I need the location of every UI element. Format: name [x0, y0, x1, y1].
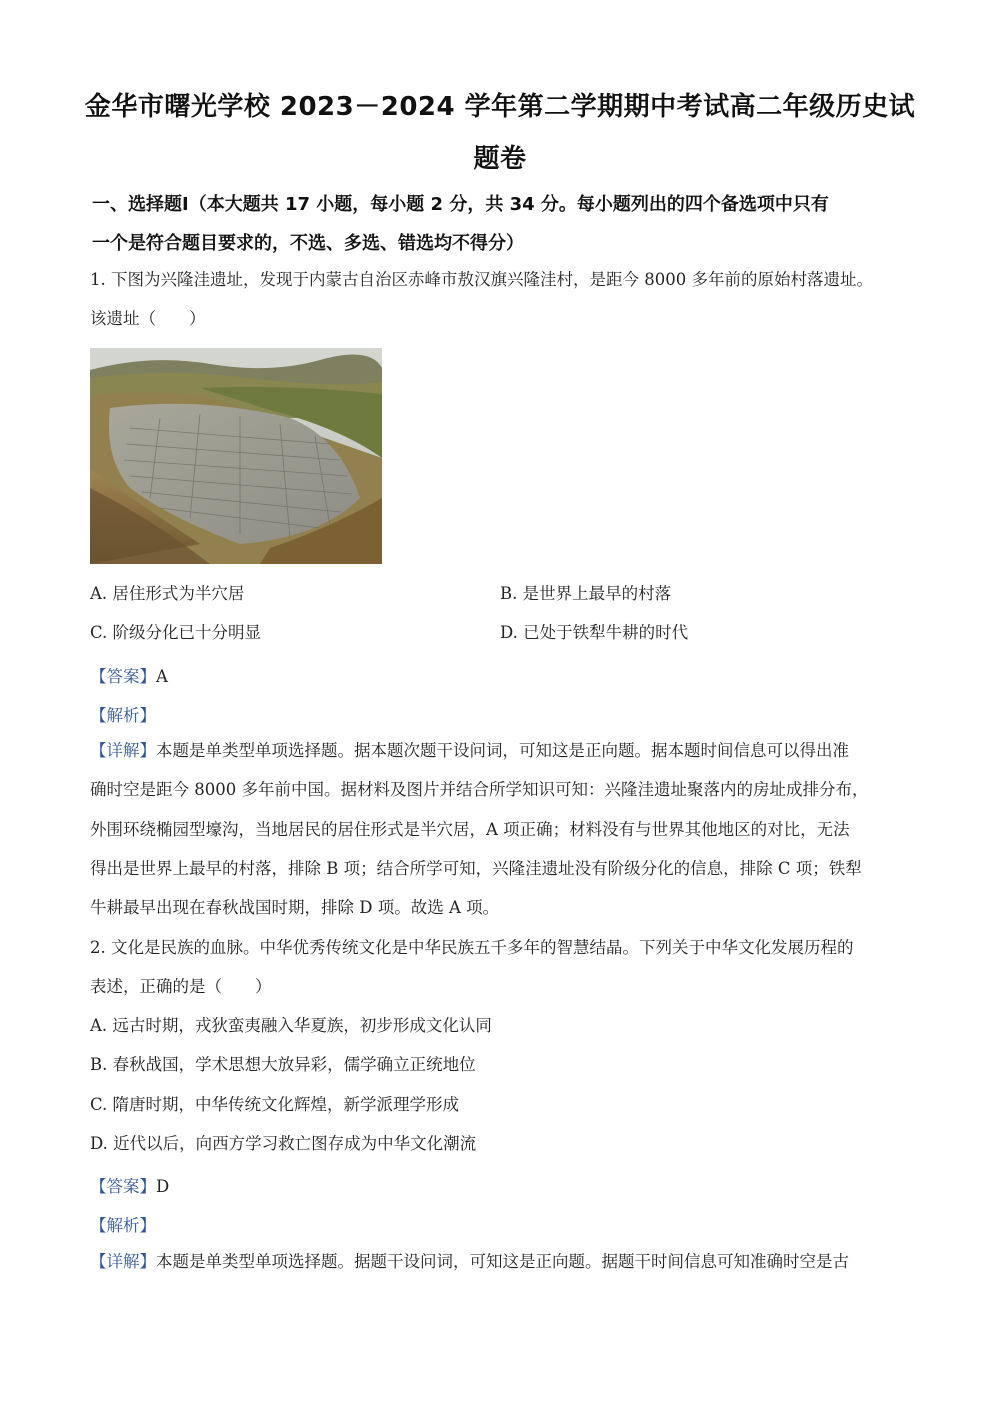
- q1-answer: [90, 663, 168, 687]
- q1-detail-line3: 外围环绕椭园型壕沟，当地居民的居住形式是半穴居，A 项正确；材料没有与世界其他地区的对比，无法: [90, 820, 850, 839]
- q1-detail-line5: 牛耕最早出现在春秋战国时期，排除 D 项。故选 A 项。: [90, 898, 500, 917]
- q2-stem-line1: 2. 文化是民族的血脉。中华优秀传统文化是中华民族五千多年的智慧结晶。下列关于中华文化发展历程的: [90, 938, 854, 957]
- q1-detail-line2: 确时空是距今 8000 多年前中国。据材料及图片并结合所学知识可知：兴隆洼遗址聚落内的房址成排分布，: [90, 780, 869, 799]
- q2-answer-label: 【答案】: [90, 1177, 156, 1196]
- q1-option-c: C. 阶级分化已十分明显: [90, 623, 262, 642]
- section-heading-line1: 一、选择题Ⅰ（本大题共 17 小题，每小题 2 分，共 34 分。每小题列出的四个备选项中只有: [92, 194, 829, 215]
- q2-analysis-label: 【解析】: [90, 1216, 156, 1235]
- q1-detail-line1: [90, 741, 849, 761]
- q2-option-c: C. 隋唐时期，中华传统文化辉煌，新学派理学形成: [90, 1095, 460, 1114]
- site-photo-drawing: [90, 348, 382, 564]
- q2-detail-label: 【详解】: [90, 1252, 156, 1271]
- q1-answer-label: 【答案】: [90, 667, 156, 686]
- q1-option-d: D. 已处于铁犁牛耕的时代: [500, 623, 689, 642]
- q2-detail-line1: [90, 1252, 849, 1272]
- q2-option-a: A. 远古时期，戎狄蛮夷融入华夏族，初步形成文化认同: [90, 1016, 492, 1035]
- q1-stem-line1: 1. 下图为兴隆洼遗址，发现于内蒙古自治区赤峰市敖汉旗兴隆洼村，是距今 8000 多年前的原始村落遗址。: [90, 270, 873, 289]
- q1-detail-text-1: 本题是单类型单项选择题。据本题次题干设问词，可知这是正向题。据本题时间信息可以得出准: [156, 741, 849, 760]
- exam-title-line2: 题卷: [473, 144, 527, 174]
- q2-stem-line2: 表述，正确的是（ ）: [90, 977, 272, 996]
- exam-title-line1: 金华市曙光学校 2023－2024 学年第二学期期中考试高二年级历史试: [84, 92, 916, 122]
- q1-detail-label: 【详解】: [90, 741, 156, 760]
- q2-answer-value: D: [156, 1177, 170, 1196]
- q2-answer: [90, 1173, 169, 1197]
- q1-option-b: B. 是世界上最早的村落: [500, 584, 672, 603]
- section-heading-line2: 一个是符合题目要求的，不选、多选、错选均不得分）: [92, 233, 524, 254]
- q2-detail-text-1: 本题是单类型单项选择题。据题干设问词，可知这是正向题。据题干时间信息可知准确时空是古: [156, 1252, 849, 1271]
- q1-option-a: A. 居住形式为半穴居: [90, 584, 245, 603]
- q2-option-d: D. 近代以后，向西方学习救亡图存成为中华文化潮流: [90, 1134, 477, 1153]
- q1-answer-value: A: [156, 667, 168, 686]
- archaeological-site-photo-icon: [90, 348, 382, 564]
- q1-detail-line4: 得出是世界上最早的村落，排除 B 项；结合所学可知，兴隆洼遗址没有阶级分化的信息，排除 C 项；铁犁: [90, 859, 862, 878]
- q1-stem-line2: 该遗址（ ）: [90, 309, 206, 328]
- q2-option-b: B. 春秋战国，学术思想大放异彩，儒学确立正统地位: [90, 1055, 476, 1074]
- q1-analysis-label: 【解析】: [90, 706, 156, 725]
